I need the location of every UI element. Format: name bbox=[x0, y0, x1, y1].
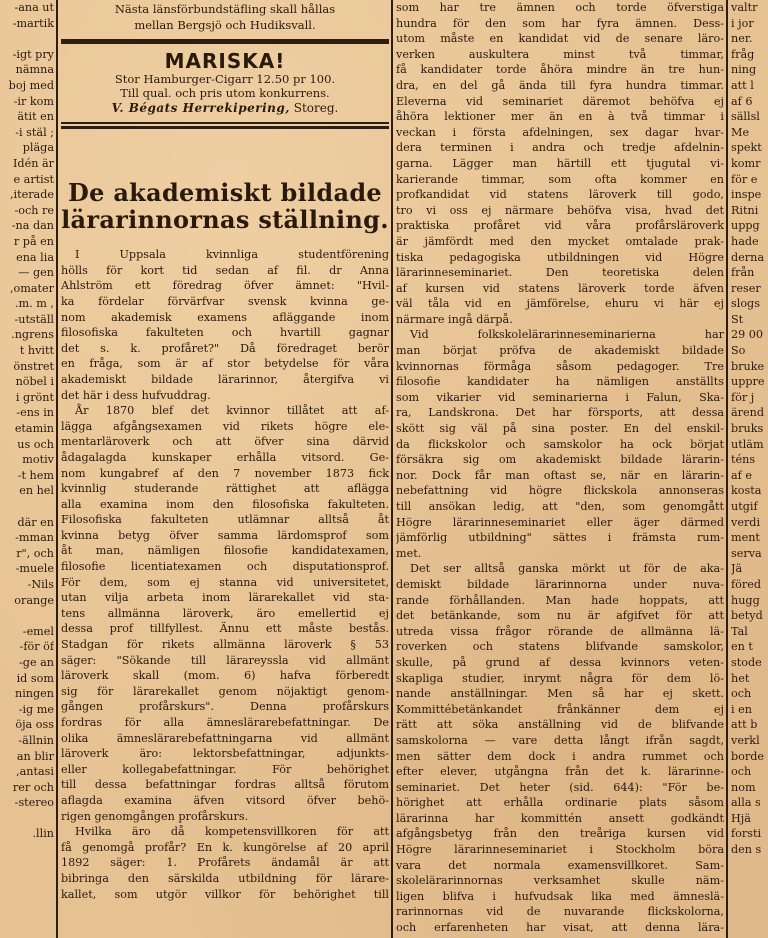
fragment-line: serva bbox=[731, 546, 762, 560]
fragment-line: an blir bbox=[16, 749, 54, 763]
right-column-fragment bbox=[731, 0, 768, 938]
fragment-line: Jä bbox=[731, 562, 743, 576]
text-line: kallet, som utgör villkor för behörighet till bbox=[61, 887, 389, 901]
fragment-line: ana ut- bbox=[14, 1, 54, 14]
text-line: utom måste en kandidat vid de senare läro- bbox=[396, 32, 724, 46]
fragment-line: ningen bbox=[15, 687, 54, 701]
text-line: tiska pedagogiska utbildningen vid Högre bbox=[396, 250, 724, 264]
text-line: Vid folkskolelärarinneseminarierna har bbox=[410, 328, 724, 342]
fragment-line: i en bbox=[731, 702, 752, 716]
fragment-line: reser bbox=[731, 281, 761, 295]
ad-line: Stor Hamburger-Cigarr 12.50 pr 100. bbox=[114, 72, 336, 87]
fragment-line: komr bbox=[731, 156, 761, 170]
fragment-line: ig me- bbox=[18, 702, 54, 716]
article-column-2 bbox=[396, 0, 724, 938]
fragment-line: för j bbox=[731, 390, 755, 404]
fragment-line: muele- bbox=[15, 562, 54, 576]
text-line: garna. Lägger man härtill ett tjugutal vi- bbox=[396, 156, 724, 170]
fragment-line: en hel bbox=[19, 484, 54, 498]
fragment-line: rer och bbox=[12, 780, 54, 794]
text-line: hundra för den som har fyra ämnen. Dess- bbox=[396, 16, 724, 30]
fragment-line: etamin bbox=[14, 422, 54, 436]
fragment-line: orange bbox=[14, 593, 54, 607]
text-line: karierande timmar, som ofta kommer en bbox=[396, 172, 724, 186]
text-line: läroverk skall (mom. 6) hafva förberedt bbox=[61, 669, 389, 683]
fragment-line: för e bbox=[731, 172, 758, 186]
fragment-line: gen — bbox=[18, 266, 54, 280]
fragment-line: af 6 bbox=[731, 94, 753, 108]
ad-border-bottom-thick bbox=[61, 126, 389, 129]
fragment-line: Tal bbox=[731, 624, 748, 638]
text-line: Ahlström ett föredrag öfver ämnet: "Hvil- bbox=[61, 279, 389, 293]
text-line: åt man, nämligen filosofie kandidatexamen, bbox=[61, 544, 389, 558]
text-line: roverken och statens blifvande samskolor, bbox=[396, 640, 724, 654]
text-line: ka fördelar förvärfvar svensk kvinna ge- bbox=[61, 294, 389, 308]
text-line: 1892 säger: 1. Profårets ändamål är att bbox=[61, 856, 389, 870]
text-line: afgångsbetyg från den treåriga kursen vid bbox=[396, 827, 724, 841]
column-rule bbox=[56, 0, 58, 938]
text-line: gången profårskurs". Denna profårskurs bbox=[61, 700, 389, 714]
text-line: ra, Landskrona. Det har försports, att dessa bbox=[396, 406, 724, 420]
fragment-line: där en bbox=[17, 515, 54, 529]
fragment-line: ätit en bbox=[17, 110, 54, 124]
text-line: bibringa den särskilda utbildning för lärare- bbox=[61, 871, 389, 885]
text-line: säger: "Sökande till lärareyssla vid allmänt bbox=[61, 653, 389, 667]
fragment-line: t hvitt bbox=[19, 344, 54, 358]
text-line: väl tåla vid en jämförelse, ehuru vi här ej bbox=[396, 297, 724, 311]
text-line: Stadgan för rikets allmänna läroverk § 53 bbox=[61, 638, 389, 652]
fragment-line: i jor bbox=[731, 16, 754, 30]
text-line: filosofiska fakulteten och hvartill gagnar bbox=[61, 326, 389, 340]
text-line: Filosofiska fakulteten utlämnar alltså åt bbox=[61, 513, 389, 527]
text-line: som vikarier vid seminarierna i Falun, Ska- bbox=[396, 390, 724, 404]
fragment-line: Ritni bbox=[731, 203, 759, 217]
fragment-line: en t bbox=[731, 640, 753, 654]
text-line: hölls för kort tid sedan af fil. dr Anna bbox=[61, 263, 389, 277]
fragment-line: och bbox=[731, 765, 752, 779]
text-line: som har tre ämnen och torde öfverstiga bbox=[396, 1, 724, 14]
text-line: rätt att söka anställning vid de blifvande bbox=[396, 718, 724, 732]
fragment-line: St bbox=[731, 312, 744, 326]
text-line: skulle, på grund af dessa kvinnors veten- bbox=[396, 655, 724, 669]
ad-line: Till qual. och pris utom konkurrens. bbox=[120, 86, 330, 101]
text-line: nom kungabref af den 7 november 1873 fick bbox=[61, 466, 389, 480]
fragment-line: från bbox=[731, 266, 755, 280]
text-line: aflagda examina äfven vitsord öfver behö- bbox=[61, 793, 389, 807]
fragment-line: föred bbox=[731, 577, 762, 591]
fragment-line: nom bbox=[731, 780, 756, 794]
text-line: dera terminen i andra och tredje afdelnin- bbox=[396, 141, 724, 155]
text-line: få genomgå profår? En k. kungörelse af 20 april bbox=[61, 840, 389, 854]
text-line: det s. k. profåret?" Då föredraget berör bbox=[61, 341, 389, 355]
fragment-line: ; i stäl- bbox=[15, 125, 54, 139]
fragment-line: 29 00 bbox=[731, 328, 764, 342]
text-line: utreda vissa frågor rörande de allmänna lä- bbox=[396, 624, 724, 638]
fragment-line: hade bbox=[731, 234, 759, 248]
text-line: demiskt bildade lärarinnorna under nuva- bbox=[396, 577, 724, 591]
fragment-line: us och bbox=[17, 437, 54, 451]
text-line: filosofie kandidater ha nämligen anställts bbox=[396, 375, 724, 389]
text-line: samskolorna — vare detta långt ifrån sagdt, bbox=[396, 733, 724, 747]
text-line: verken auskultera minst två timmar, bbox=[396, 47, 724, 61]
text-line: nor. Dock får man oftast se, när en lärarin- bbox=[396, 468, 724, 482]
fragment-line: antasi, bbox=[16, 765, 54, 779]
fragment-line: alla s bbox=[731, 796, 761, 810]
text-line: lägga afgångsexamen vid rikets högre ele- bbox=[61, 419, 389, 433]
text-line: År 1870 blef det kvinnor tillåtet att af- bbox=[75, 404, 389, 418]
fragment-line: den s bbox=[731, 843, 762, 857]
text-line: efter elever, utgångna från det k. lärarinne- bbox=[396, 765, 724, 779]
text-line: akademiskt bildade lärarinnor, återgifva vi bbox=[61, 372, 389, 386]
text-line: fordras för alla ämneslärarebefattningar. De bbox=[61, 716, 389, 729]
text-line: nom akademisk examens afläggande inom bbox=[61, 310, 389, 324]
article-headline bbox=[61, 179, 389, 233]
text-line: utan vilja arbeta inom lärarekallet vid sta- bbox=[61, 591, 389, 605]
fragment-line: r på en bbox=[13, 234, 54, 248]
left-column-fragment bbox=[0, 0, 54, 938]
fragment-line: spekt bbox=[731, 141, 762, 155]
fragment-line: t hem- bbox=[17, 468, 54, 482]
fragment-line: fråg bbox=[731, 47, 755, 61]
fragment-line: hugg bbox=[731, 593, 760, 607]
fragment-line: ärend bbox=[731, 406, 765, 420]
fragment-line: Idén är bbox=[13, 156, 54, 170]
fragment-line: het bbox=[731, 671, 750, 685]
fragment-line: uppre bbox=[731, 375, 765, 389]
column-rule bbox=[726, 0, 728, 938]
fragment-line: betyd bbox=[731, 609, 763, 623]
headline-line: De akademiskt bildade bbox=[67, 178, 382, 208]
fragment-line: att b bbox=[731, 718, 758, 732]
notice-line: Nästa länsförbundstäfling skall hållas bbox=[114, 2, 336, 16]
text-line: man börjat pröfva de akademiskt bildade bbox=[396, 344, 724, 358]
fragment-line: verkl bbox=[731, 733, 760, 747]
text-line: tro vi oss ej närmare behöfva visa, hvad det bbox=[396, 203, 724, 217]
text-line: till ansökan ledig, att "den, som genomgått bbox=[396, 500, 724, 513]
fragment-line: inspe bbox=[731, 188, 762, 202]
fragment-line: kosta bbox=[731, 484, 762, 498]
fragment-line: Nils- bbox=[27, 577, 54, 591]
fragment-line: borde bbox=[731, 749, 765, 763]
text-line: praktiska profåret vid våra profårsläroverk bbox=[396, 219, 724, 233]
fragment-line: ena lia bbox=[16, 250, 54, 264]
text-line: kvinna betyg öfver samma lärdomsprof som bbox=[61, 528, 389, 542]
text-line: kvinnlig studerande rättighet att aflägga bbox=[61, 482, 389, 496]
fragment-line: bruks bbox=[731, 422, 764, 436]
text-line: få kandidater torde åhöra mindre än tre hun- bbox=[396, 63, 724, 77]
fragment-line: valtr bbox=[731, 1, 758, 14]
text-line: veckan i första afdelningen, sex dagar hvar- bbox=[396, 125, 724, 139]
column-rule bbox=[391, 0, 393, 938]
fragment-line: bruke bbox=[731, 359, 765, 373]
notice-line: mellan Bergsjö och Hudiksvall. bbox=[134, 17, 316, 32]
fragment-line: id som bbox=[16, 671, 54, 685]
text-line: För dem, som ej stanna vid universitetet, bbox=[61, 575, 389, 589]
text-line: är jämfördt med den mycket omtalade prak- bbox=[396, 234, 724, 248]
ad-title: MARISKA! bbox=[164, 49, 286, 74]
fragment-line: slogs bbox=[731, 297, 760, 311]
fragment-line: uppg bbox=[731, 219, 760, 233]
text-line: närmare ingå därpå. bbox=[396, 312, 513, 326]
fragment-line: motiv bbox=[22, 453, 54, 467]
ad-sign-place: Storeg. bbox=[293, 101, 339, 116]
fragment-line: utläm bbox=[731, 437, 764, 451]
fragment-line: forsti bbox=[731, 827, 762, 841]
fragment-line: So bbox=[731, 344, 746, 358]
text-line: da flickskolor och samskolor ha ock börjat bbox=[396, 437, 724, 451]
text-line: I Uppsala kvinnliga studentförening bbox=[75, 248, 389, 262]
text-line: lärarinneseminariet. Den teoretiska delen bbox=[396, 266, 724, 280]
fragment-line: för öf- bbox=[19, 640, 54, 654]
fragment-line: stode bbox=[731, 655, 762, 669]
text-line: rigen genomgången profårskurs. bbox=[61, 809, 249, 823]
fragment-line bbox=[0, 811, 54, 827]
text-line: seminariet. Det heter (sid. 644): "För be- bbox=[396, 780, 724, 794]
fragment-line: önstret bbox=[13, 359, 54, 373]
fragment-line: ge an- bbox=[19, 655, 54, 669]
fragment-line: öja oss bbox=[15, 718, 54, 732]
text-line: det här i dess hufvuddrag. bbox=[61, 388, 211, 402]
text-line: hörighet att erhålla ordinarie plats såsom bbox=[396, 796, 724, 810]
fragment-line: ällnin- bbox=[18, 733, 54, 747]
fragment-line: i grönt bbox=[15, 390, 54, 404]
fragment-line: sällsl bbox=[731, 110, 760, 124]
fragment-line: llin. bbox=[32, 827, 54, 841]
fragment-line: utställ- bbox=[14, 312, 54, 326]
fragment-line: utgif bbox=[731, 500, 758, 513]
text-line: skolelärarinnornas verksamhet skulle näm- bbox=[396, 874, 724, 888]
fragment-line: omater, bbox=[9, 281, 54, 295]
text-line: olika ämneslärarebefattningarna vid allmänt bbox=[61, 731, 389, 745]
fragment-line: na dan- bbox=[11, 219, 54, 233]
fragment-line: stereo- bbox=[14, 796, 54, 810]
fragment-line: Hjä bbox=[731, 811, 751, 825]
article-body-part-2 bbox=[396, 0, 724, 936]
text-line: till dessa befattningar fordras alltså förutom bbox=[61, 778, 389, 792]
fragment-line: boj med bbox=[8, 78, 54, 92]
fragment-line: pläga bbox=[22, 141, 54, 155]
text-line: en fråga, som är af stor betydelse för våra bbox=[61, 357, 389, 371]
article-column-1 bbox=[61, 0, 389, 938]
text-line: alla examina inom den filosofiska fakulteten. bbox=[61, 497, 389, 511]
text-line: dra, en del gå ända till fyra hundra timmar. bbox=[396, 78, 724, 92]
fragment-line: emel- bbox=[22, 624, 54, 638]
text-line: åhöra lektioner mer än en à två timmar i bbox=[396, 110, 724, 124]
fragment-line: mman- bbox=[15, 531, 54, 545]
fragment-line: nämna bbox=[15, 63, 54, 77]
fragment-line: af e bbox=[731, 468, 752, 482]
ad-signature bbox=[61, 100, 389, 116]
text-line: Kommittébetänkandet frånkänner dem ej bbox=[396, 702, 724, 716]
fragment-line: ment bbox=[731, 531, 760, 545]
article-body-part-1 bbox=[61, 247, 389, 902]
text-line: Hvilka äro då kompetensvillkoren för att bbox=[75, 825, 389, 839]
fragment-line: r", och bbox=[16, 546, 54, 560]
fragment-line: iterade, bbox=[9, 188, 54, 202]
fragment-line: e artist bbox=[13, 172, 54, 186]
fragment-line: , m. m. bbox=[14, 297, 54, 311]
notice bbox=[61, 0, 389, 33]
text-line: rarinnornas vid de nuvarande flickskolorna, bbox=[396, 905, 724, 919]
fragment-line bbox=[0, 499, 54, 515]
fragment-line: derna bbox=[731, 250, 765, 264]
fragment-line: ir kom- bbox=[13, 94, 54, 108]
text-line: dessa prof tillfyllest. Ännu ett måste bestås. bbox=[61, 622, 389, 636]
text-line: ådagalagda kunskaper erhålla vitsord. Ge- bbox=[61, 450, 389, 464]
headline-line: lärarinnornas ställning. bbox=[61, 205, 389, 235]
text-line: Eleverna vid seminariet däremot behöfva ej bbox=[396, 94, 724, 108]
text-line: sig för lärarekallet genom nöjaktigt genom- bbox=[61, 684, 389, 698]
fragment-line bbox=[0, 31, 54, 47]
fragment-line: att l bbox=[731, 78, 754, 92]
fragment-line: martik- bbox=[12, 16, 54, 30]
text-line: läroverk äro: lektorsbefattningar, adjunkts- bbox=[61, 747, 389, 761]
fragment-line: och bbox=[731, 687, 752, 701]
text-line: Högre lärarinneseminariet i Stockholm böra bbox=[396, 843, 724, 857]
fragment-line: ner. bbox=[731, 32, 753, 46]
text-line: lärarinna har kommittén ansett godkändt bbox=[396, 811, 724, 825]
fragment-line: och re- bbox=[14, 203, 54, 217]
text-line: kvinnornas förmåga såsom pedagoger. Tre bbox=[396, 359, 724, 373]
text-line: tens allmänna läroverk, äro emellertid ej bbox=[61, 606, 389, 620]
text-line: skapliga studier, inrymt några för dem lö- bbox=[396, 671, 724, 685]
text-line: och erfarenheten har visat, att denna lära- bbox=[396, 921, 724, 935]
fragment-line: Me bbox=[731, 125, 750, 139]
fragment-line: igt pry- bbox=[12, 47, 54, 61]
fragment-line: ning bbox=[731, 63, 757, 77]
text-line: profkandidat vid statens läroverk till godo, bbox=[396, 188, 724, 202]
text-line: försäkra sig om akademiskt bildade lärarin- bbox=[396, 453, 724, 467]
text-line: nebefattning vid högre flickskola annonseras bbox=[396, 484, 724, 498]
text-line: met. bbox=[396, 546, 422, 560]
text-line: af kursen vid statens läroverk torde äfven bbox=[396, 281, 724, 295]
text-line: men sätter dem dock i andra rummet och bbox=[396, 749, 724, 763]
fragment-line: nöbel i bbox=[15, 375, 54, 389]
text-line: det betänkande, som nu är afgifvet för att bbox=[396, 609, 724, 623]
text-line: nande anställningar. Men så har ej skett. bbox=[396, 687, 724, 701]
ad-sign-name: V. Bégats Herrekipering, bbox=[111, 101, 290, 116]
fragment-line: ens in- bbox=[16, 406, 54, 420]
fragment-line bbox=[0, 608, 54, 624]
ad-border-bottom bbox=[61, 122, 389, 124]
text-line: Det ser alltså ganska mörkt ut för de aka- bbox=[410, 562, 724, 576]
text-line: ligen blifva i hufvudsak lika med ämneslä- bbox=[396, 889, 724, 903]
fragment-line: téns bbox=[731, 453, 756, 467]
text-line: vara det normala examensvillkoret. Sam- bbox=[396, 858, 724, 872]
text-line: jämförlig utbildning" sättes i främsta rum- bbox=[396, 531, 724, 545]
fragment-line: verdi bbox=[731, 515, 761, 529]
text-line: rande förhållanden. Man hade hoppats, att bbox=[396, 593, 724, 607]
text-line: filosofie licentiatexamen och disputationsprof. bbox=[61, 560, 389, 574]
fragment-line: ngrens. bbox=[11, 328, 54, 342]
text-line: eller kollegabefattningar. För behörighet bbox=[61, 762, 389, 776]
text-line: skött sig väl på sina poster. En del enskil- bbox=[396, 422, 724, 436]
text-line: Högre lärarinneseminariet eller äger därmed bbox=[396, 515, 724, 529]
text-line: mentarläroverk och att öfver sina därvid bbox=[61, 435, 389, 449]
advertisement bbox=[61, 44, 389, 120]
